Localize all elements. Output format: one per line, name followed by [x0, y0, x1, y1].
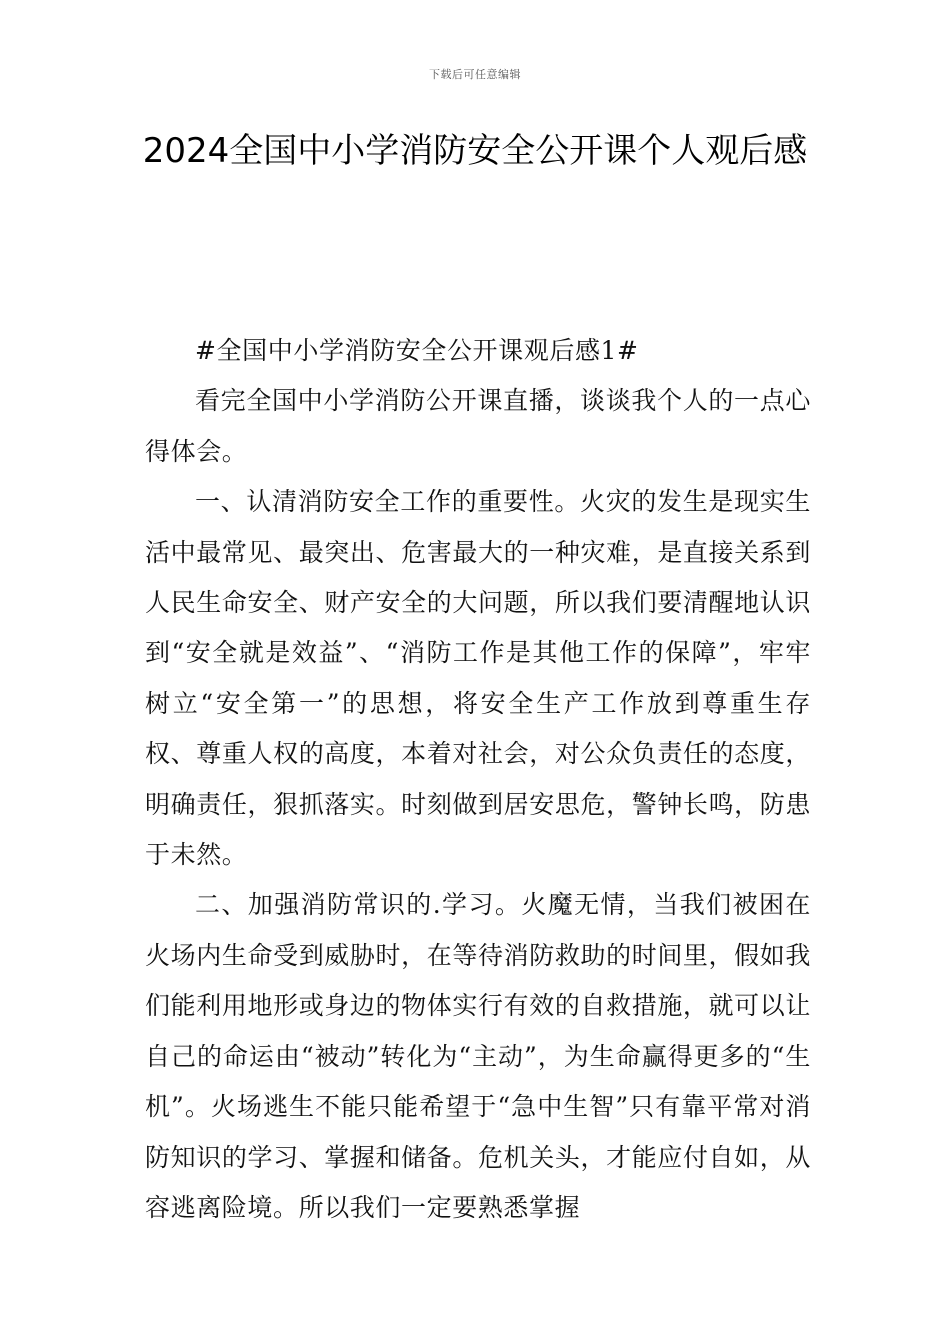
paragraph-point-one: 一、认清消防安全工作的重要性。火灾的发生是现实生活中最常见、最突出、危害最大的一种灾难，是直接关系到人民生命安全、财产安全的大问题，所以我们要清醒地认识到“安全就是效益”、“消防工作是其他工作的保障”，牢牢树立“安全第一”的思想，将安全生产工作放到尊重生存权、尊重人权的高度，本着对社会，对公众负责任的态度，明确责任，狠抓落实。时刻做到居安思危，警钟长鸣，防患于未然。 [145, 487, 811, 870]
paragraph-point-two: 二、加强消防常识的.学习。火魔无情，当我们被困在火场内生命受到威胁时，在等待消防救助的时间里，假如我们能利用地形或身边的物体实行有效的自救措施，就可以让自己的命运由“被动”转化为“主动”，为生命赢得更多的“生机”。火场逃生不能只能希望于“急中生智”只有靠平常对消防知识的学习、掌握和储备。危机关头，才能应付自如，从容逃离险境。所以我们一定要熟悉掌握 [145, 890, 811, 1222]
document-title: 2024全国中小学消防安全公开课个人观后感 [142, 131, 808, 171]
section-heading: #全国中小学消防安全公开课观后感1# [195, 336, 639, 365]
header-note: 下载后可任意编辑 [429, 68, 521, 81]
paragraph-intro: 看完全国中小学消防公开课直播，谈谈我个人的一点心得体会。 [145, 386, 811, 466]
document-body [145, 326, 811, 1233]
